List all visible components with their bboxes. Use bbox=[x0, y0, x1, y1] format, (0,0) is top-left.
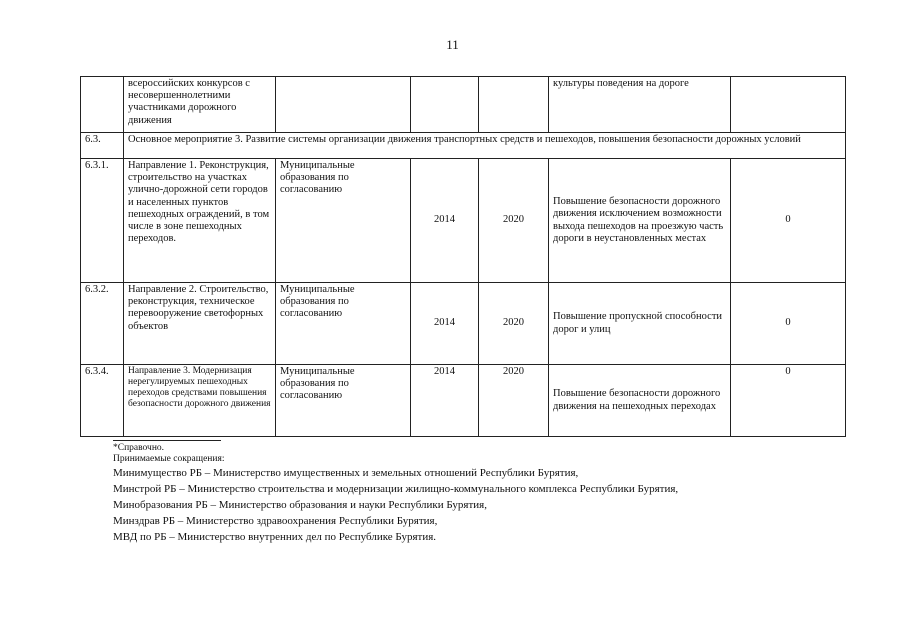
value-cell bbox=[731, 77, 846, 133]
result-cell: культуры поведения на дороге bbox=[549, 77, 731, 133]
abbreviations-title: Принимаемые сокращения: bbox=[113, 454, 225, 464]
abbreviation-line: Минимущество РБ – Министерство имущественных и земельных отношений Республики Бурятия, bbox=[113, 467, 579, 479]
end-year-cell: 2020 bbox=[479, 365, 549, 437]
measures-table bbox=[80, 76, 846, 437]
name-cell: Направление 1. Реконструкция, строительство на участках улично-дорожной сети городов и населенных пунктов пешеходных ограждений, в том числе в зоне пешеходных переходов. bbox=[124, 159, 276, 283]
num-cell: 6.3.1. bbox=[81, 159, 124, 283]
start-year-cell bbox=[411, 77, 479, 133]
name-cell: Направление 3. Модернизация нерегулируемых пешеходных переходов средствами повышения безопасности дорожного движения bbox=[124, 365, 276, 437]
value-cell: 0 bbox=[731, 283, 846, 365]
table-row bbox=[81, 283, 846, 365]
abbreviation-line: Минстрой РБ – Министерство строительства и модернизации жилищно-коммунального комплекса Республики Бурятия, bbox=[113, 483, 679, 495]
footnotes bbox=[113, 440, 853, 545]
num-cell bbox=[81, 77, 124, 133]
abbreviation-line: Минобразования РБ – Министерство образования и науки Республики Бурятия, bbox=[113, 499, 487, 511]
end-year-cell: 2020 bbox=[479, 159, 549, 283]
name-cell: всероссийских конкурсов с несовершеннолетними участниками дорожного движения bbox=[124, 77, 276, 133]
section-title-cell: Основное мероприятие 3. Развитие системы организации движения транспортных средств и пешеходов, повышения безопасности дорожных условий bbox=[124, 133, 846, 159]
name-cell: Направление 2. Строительство, реконструкция, техническое перевооружение светофорных объектов bbox=[124, 283, 276, 365]
table-row bbox=[81, 159, 846, 283]
table-row bbox=[81, 365, 846, 437]
executor-cell: Муниципальные образования по согласованию bbox=[276, 283, 411, 365]
page-number: 11 bbox=[446, 37, 459, 52]
abbreviation-line: МВД по РБ – Министерство внутренних дел по Республике Бурятия. bbox=[113, 531, 437, 543]
table-row bbox=[81, 77, 846, 133]
result-cell: Повышение безопасности дорожного движения на пешеходных переходах bbox=[549, 365, 731, 437]
footnote-divider bbox=[113, 440, 221, 441]
end-year-cell: 2020 bbox=[479, 283, 549, 365]
value-cell: 0 bbox=[731, 159, 846, 283]
footnote-reference: *Справочно. bbox=[113, 443, 165, 453]
result-cell: Повышение безопасности дорожного движения исключением возможности выхода пешеходов на проезжую часть дороги в неустановленных местах bbox=[549, 159, 731, 283]
table-row bbox=[81, 133, 846, 159]
abbreviation-line: Минздрав РБ – Министерство здравоохранения Республики Бурятия, bbox=[113, 515, 438, 527]
executor-cell: Муниципальные образования по согласованию bbox=[276, 365, 411, 437]
num-cell: 6.3.4. bbox=[81, 365, 124, 437]
end-year-cell bbox=[479, 77, 549, 133]
num-cell: 6.3. bbox=[81, 133, 124, 159]
executor-cell bbox=[276, 77, 411, 133]
value-cell: 0 bbox=[731, 365, 846, 437]
num-cell: 6.3.2. bbox=[81, 283, 124, 365]
start-year-cell: 2014 bbox=[411, 283, 479, 365]
start-year-cell: 2014 bbox=[411, 159, 479, 283]
executor-cell: Муниципальные образования по согласованию bbox=[276, 159, 411, 283]
result-cell: Повышение пропускной способности дорог и улиц bbox=[549, 283, 731, 365]
start-year-cell: 2014 bbox=[411, 365, 479, 437]
